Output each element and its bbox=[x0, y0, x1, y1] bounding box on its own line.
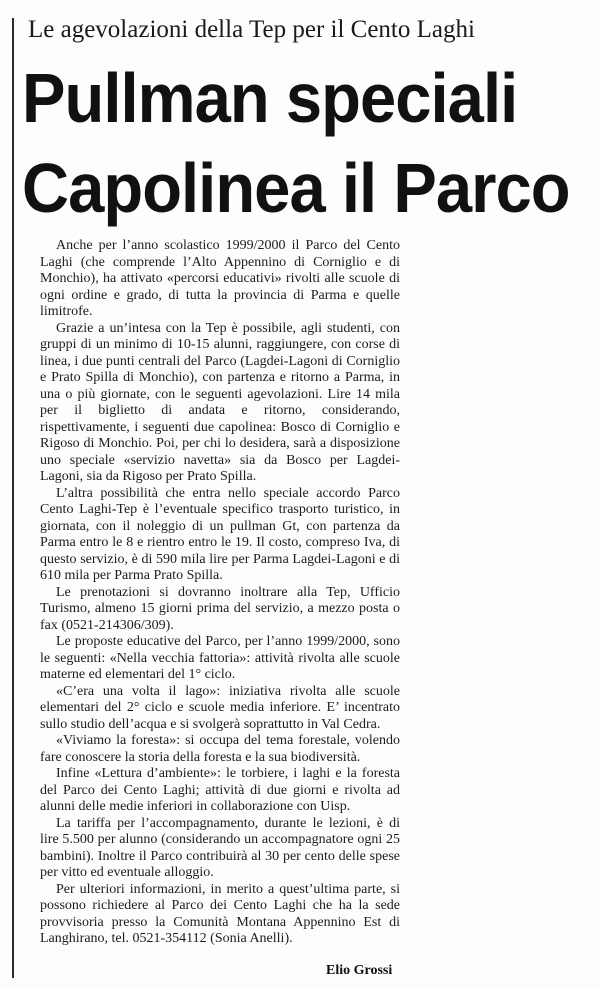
headline-line-2: Capolinea il Parco bbox=[22, 149, 570, 227]
paragraph: La tariffa per l’accompagnamento, durante le lezioni, è di lire 5.500 per alunno (considerando un accompagnatore ogni 25 bambini). Inoltre il Parco contribuirà al 30 per cento delle spese per vitto ed eventuale alloggio. bbox=[40, 815, 400, 880]
paragraph: Le proposte educative del Parco, per l’anno 1999/2000, sono le seguenti: «Nella vecchia fattoria»: attività rivolta alle scuole materne ed elementari del 1° ciclo. bbox=[40, 634, 400, 682]
article-kicker: Le agevolazioni della Tep per il Cento Laghi bbox=[28, 16, 475, 43]
paragraph: Le prenotazioni si dovranno inoltrare alla Tep, Ufficio Turismo, almeno 15 giorni prima del servizio, a mezzo posta o fax (0521-214306/309). bbox=[40, 584, 400, 633]
column-rule bbox=[12, 18, 14, 978]
headline-line-1: Pullman speciali bbox=[22, 59, 518, 137]
article-body bbox=[40, 238, 400, 948]
paragraph: L’altra possibilità che entra nello speciale accordo Parco Cento Laghi-Tep è l’eventuale specifico trasporto turistico, in giornata, con il noleggio di un pullman Gt, con partenza da Parma entro le 8 e rientro entro le 19. Il costo, compreso Iva, di questo servizio, è di 590 mila lire per Parma Lagdei-Lagoni e di 610 mila per Parma Prato Spilla. bbox=[40, 485, 400, 583]
paragraph: Infine «Lettura d’ambiente»: le torbiere, i laghi e la foresta del Parco dei Cento Laghi; attività di due giorni e rivolta ad alunni delle medie inferiori in collaborazione con Uisp. bbox=[40, 766, 400, 814]
top-edge-fragment bbox=[0, 0, 600, 10]
paragraph: «C’era una volta il lago»: iniziativa rivolta alle scuole elementari del 2° ciclo e scuole media inferiore. E’ incentrato sullo studio dell’acqua e si svolgerà soprattutto in Val Cedra. bbox=[40, 683, 400, 732]
paragraph: Anche per l’anno scolastico 1999/2000 il Parco del Cento Laghi (che comprende l’Alto Appennino di Corniglio e di Monchio), ha attivato «percorsi educativi» rivolti alle scuole di ogni ordine e grado, di tutta la provincia di Parma e quelle limitrofe. bbox=[40, 238, 400, 319]
paragraph: «Viviamo la foresta»: si occupa del tema forestale, volendo fare conoscere la storia della foresta e la sua biodiversità. bbox=[40, 733, 400, 765]
byline-author: Elio Grossi bbox=[326, 963, 393, 978]
paragraph: Per ulteriori informazioni, in merito a quest’ultima parte, si possono richiedere al Parco dei Cento Laghi che ha la sede provvisoria presso la Comunità Montana Appennino Est di Langhirano, tel. 0521-354112 (Sonia Anelli). bbox=[40, 881, 400, 946]
paragraph: Grazie a un’intesa con la Tep è possibile, agli studenti, con gruppi di un minimo di 10-15 alunni, raggiungere, con corse di linea, i due punti centrali del Parco (Lagdei-Lagoni di Corniglio e Prato Spilla di Monchio), con partenza e ritorno a Parma, in una o più giornate, con le seguenti agevolazioni. Lire 14 mila per il biglietto di andata e ritorno, considerando, rispettivamente, i seguenti due capolinea: Bosco di Corniglio e Rigoso di Monchio. Poi, per chi lo desidera, sarà a disposizione uno speciale «servizio navetta» sia da Bosco per Lagdei-Lagoni, sia da Rigoso per Prato Spilla. bbox=[40, 320, 400, 484]
